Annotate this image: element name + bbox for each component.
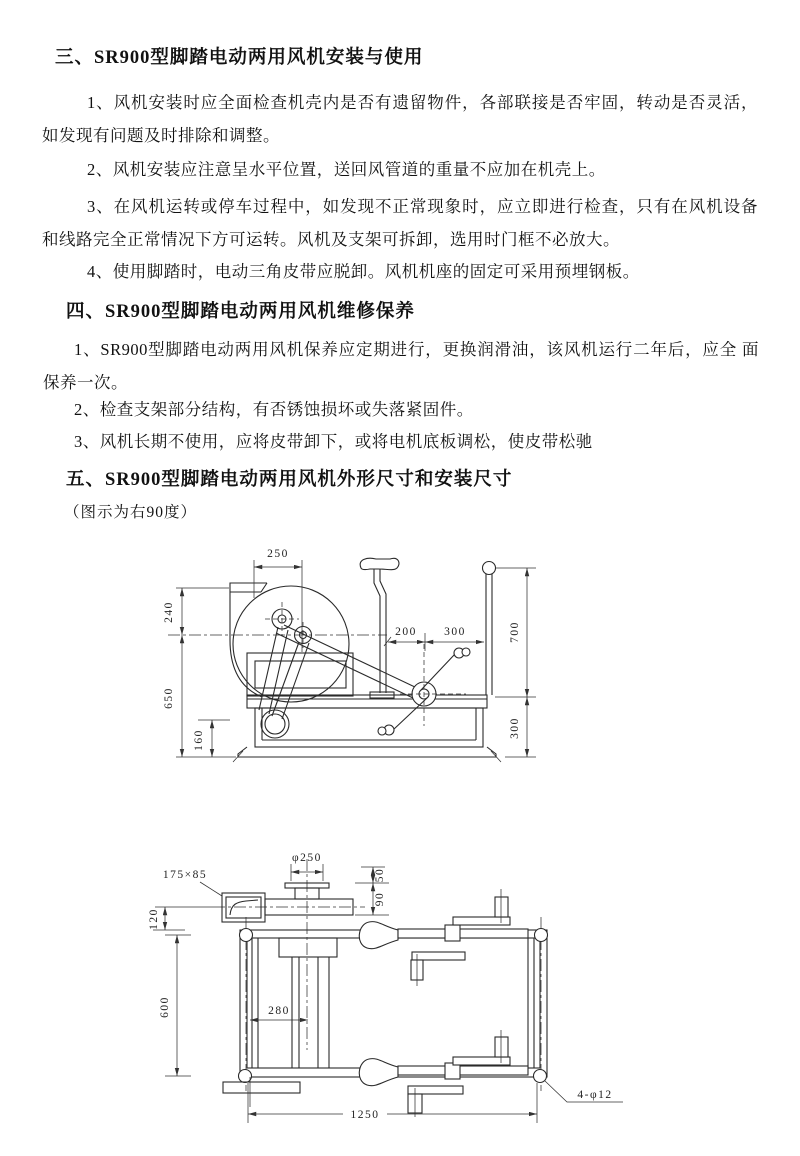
belt-and-levers [259, 625, 417, 719]
handle-post [483, 562, 496, 696]
pulleys [265, 602, 312, 648]
base-frame [233, 653, 501, 762]
inlet-pipe [213, 883, 365, 915]
dimensions [148, 852, 623, 1123]
section-dimensions-heading: 五、SR900型脚踏电动两用风机外形尺寸和安装尺寸 [66, 470, 513, 490]
rotation-note: （图示为右90度） [64, 504, 198, 521]
foot-plate [223, 1077, 300, 1107]
mount-holes-label: 4-φ12 [577, 1089, 613, 1101]
dim-200-label: 200 [395, 626, 417, 638]
dim-90-label: 90 [374, 891, 386, 907]
dim-280-label: 280 [268, 1005, 290, 1017]
fan-housing-top [279, 859, 337, 1068]
maintain-item-2: 2、检查支架部分结构，有否锈蚀损坏或失落紧固件。 [74, 400, 474, 419]
dim-600-label: 600 [159, 996, 171, 1018]
dim-240-label: 240 [163, 601, 175, 623]
dim-50-label: 50 [374, 867, 386, 883]
install-item-2: 2、风机安装应注意呈水平位置，送回风管道的重量不应加在机壳上。 [87, 160, 606, 179]
maintain-item-1: 1、SR900型脚踏电动两用风机保养应定期进行，更换润滑油，该风机运行二年后，应全 面保养一次。 [43, 340, 759, 392]
dim-160-label: 160 [193, 729, 205, 751]
fan-volute [230, 583, 349, 702]
pedal-crank [378, 644, 470, 735]
side-view-drawing [150, 540, 580, 785]
dim-700-label: 700 [509, 621, 521, 643]
roller-bearing [261, 710, 289, 738]
maintain-item-3: 3、风机长期不使用，应将皮带卸下，或将电机底板调松，使皮带松驰 [74, 432, 593, 451]
top-view-drawing [115, 845, 695, 1145]
install-item-1: 1、风机安装时应全面检查机壳内是否有遗留物件，各部联接是否牢固，转动是否灵活，如发现有问题及时排除和调整。 [42, 93, 758, 145]
dim-120-label: 120 [148, 908, 160, 930]
install-item-4: 4、使用脚踏时，电动三角皮带应脱卸。风机机座的固定可采用预埋钢板。 [87, 262, 640, 281]
dim-300-mid-label: 300 [444, 626, 466, 638]
dim-250-label: 250 [267, 548, 289, 560]
outlet-size-label: 175×85 [162, 869, 208, 881]
install-item-3: 3、在风机运转或停车过程中，如发现不正常现象时，应立即进行检查，只有在风机设备和线路完全正常情况下方可运转。风机及支架可拆卸，选用时门框不必放大。 [42, 197, 758, 249]
dim-1250-label: 1250 [350, 1109, 380, 1121]
dim-650-label: 650 [163, 687, 175, 709]
section-maintain-heading: 四、SR900型脚踏电动两用风机维修保养 [66, 302, 415, 322]
outlet-box [222, 893, 265, 922]
dim-inlet-dia-label: φ250 [292, 852, 322, 864]
dim-300-right-label: 300 [509, 717, 521, 739]
section-install-heading: 三、SR900型脚踏电动两用风机安装与使用 [55, 48, 424, 68]
seat-bottom [359, 1030, 528, 1117]
